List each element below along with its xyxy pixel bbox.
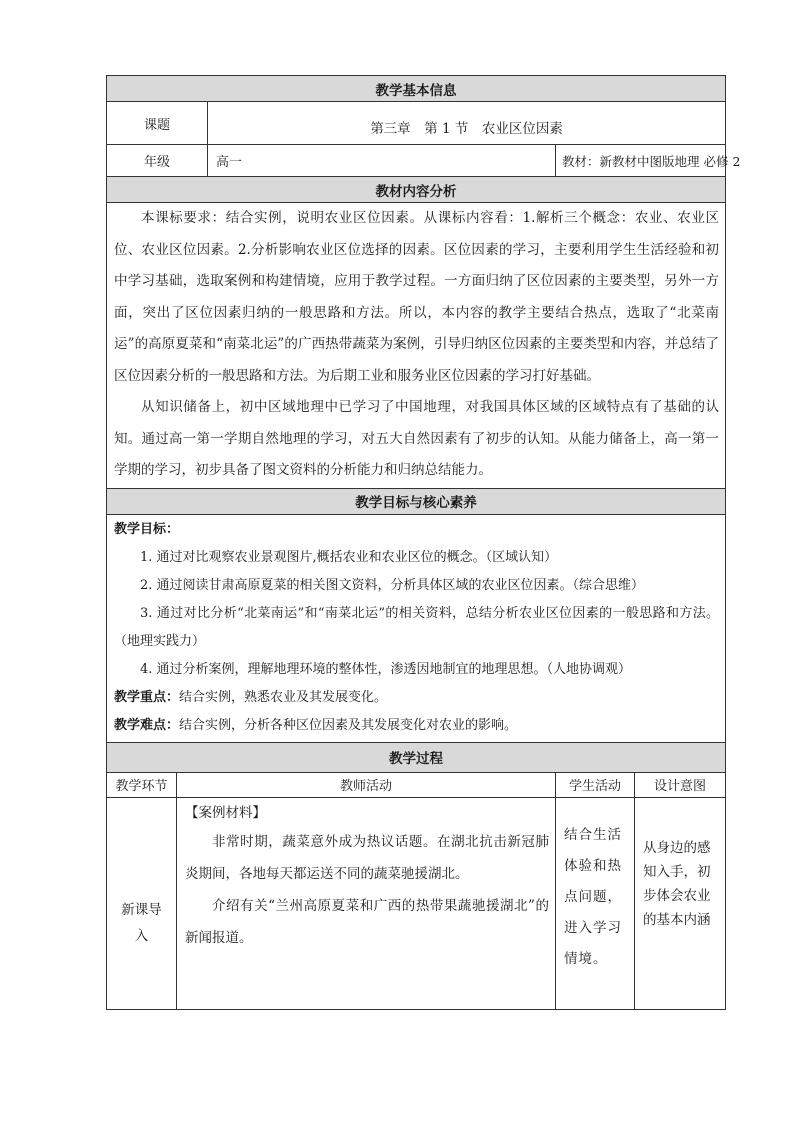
student-activity-cell: 结合生活体验和热点问题，进入学习情境。 [556,797,635,1009]
design-intent-cell: 从身边的感知入手，初步体会农业的基本内涵 [635,797,726,1009]
column-header-stage: 教学环节 [107,772,177,797]
section-header-analysis: 教材内容分析 [107,177,726,203]
textbook-info: 教材：新教材中图版地理 必修 2 [556,145,726,177]
topic-value: 第三章 第 1 节 农业区位因素 [208,102,726,145]
analysis-paragraph-1: 本课标要求：结合实例，说明农业区位因素。从课标内容看：1.解析三个概念：农业、农业区位、农业区位因素。2.分析影响农业区位选择的因素。区位因素的学习，主要利用学生生活经验和初中学习基础，选取案例和构建情境，应用于教学过程。一方面归纳了区位因素的主要类型，另外一方面，突出了区位因素归纳的一般思路和方法。所以，本内容的教学主要结合热点，选取了“北菜南运”的高原夏菜和“南菜北运”的广西热带蔬菜为案例，引导归纳区位因素的主要类型和内容，并总结了区位因素分析的一般思路和方法。为后期工业和服务业区位因素的学习打好基础。 [114,210,720,384]
process-row-intro [107,797,726,1009]
column-header-intent: 设计意图 [635,772,726,797]
analysis-content [107,203,726,489]
objective-item-2: 2. 通过阅读甘肃高原夏菜的相关图文资料，分析具体区域的农业区位因素。（综合思维） [140,577,645,593]
key-point-label: 教学重点： [114,689,180,705]
topic-label: 课题 [107,102,208,145]
objective-item-1: 1. 通过对比观察农业景观图片,概括农业和农业区位的概念。（区域认知） [140,549,558,565]
key-point [114,684,719,712]
difficulty-label: 教学难点： [114,717,180,733]
key-point-value: 结合实例，熟悉农业及其发展变化。 [179,689,388,705]
process-column-headers [107,772,726,797]
section-header-objectives: 教学目标与核心素养 [107,488,726,514]
grade-value: 高一 [208,145,556,177]
section-header-process: 教学过程 [107,742,726,772]
section-header-basic-info: 教学基本信息 [107,76,726,102]
teacher-activity-paragraph-1: 非常时期，蔬菜意外成为热议话题。在湖北抗击新冠肺炎期间，各地每天都运送不同的蔬菜驰援湖北。 [185,833,549,882]
teacher-activity-cell [177,797,556,1009]
analysis-paragraph-2: 从知识储备上，初中区域地理中已学习了中国地理，对我国具体区域的区域特点有了基础的认知。通过高一第一学期自然地理的学习，对五大自然因素有了初步的认知。从能力储备上，高一第一学期的学习，初步具备了图文资料的分析能力和归纳总结能力。 [114,399,720,478]
teacher-activity-paragraph-2: 介绍有关“兰州高原夏菜和广西的热带果蔬驰援湖北”的新闻报道。 [185,897,549,946]
stage-new-lesson-intro: 新课导入 [107,797,177,1009]
column-header-teacher: 教师活动 [177,772,556,797]
case-material-label: 【案例材料】 [185,804,266,821]
grade-label: 年级 [107,145,208,177]
lesson-plan-table [106,75,741,1010]
lesson-plan-page [106,75,741,1010]
objective-item-3: 3. 通过对比分析“北菜南运”和“南菜北运”的相关资料，总结分析农业区位因素的一般思路和方法。（地理实践力） [114,605,720,649]
objectives-content [107,514,726,742]
objective-item-4: 4. 通过分析案例，理解地理环境的整体性，渗透因地制宜的地理思想。（人地协调观） [140,661,632,677]
difficulty-value: 结合实例，分析各种区位因素及其发展变化对农业的影响。 [179,717,518,733]
difficulty-point [114,712,719,740]
column-header-student: 学生活动 [556,772,635,797]
objectives-title: 教学目标： [114,521,180,537]
